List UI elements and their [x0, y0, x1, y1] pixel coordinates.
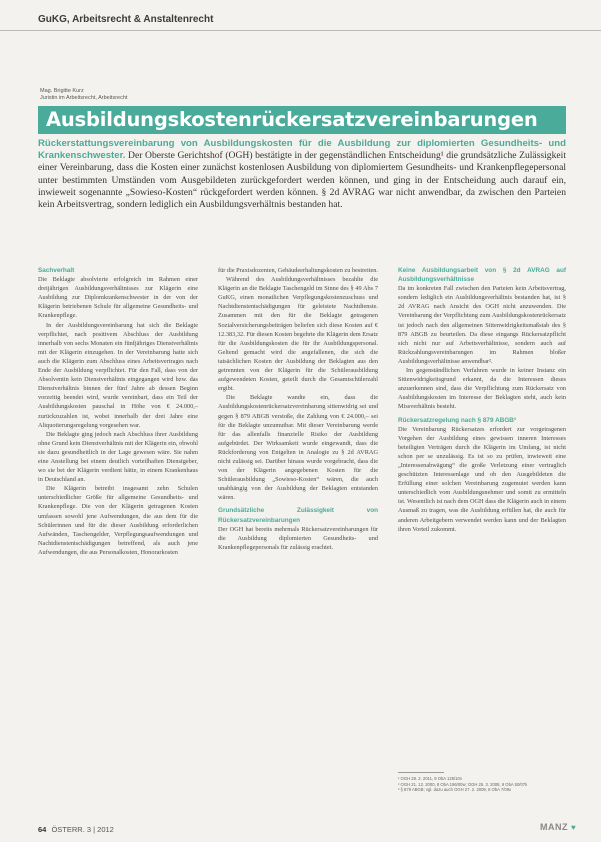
- body-paragraph: Die Beklagte ging jedoch nach Abschluss ihrer Ausbildung ohne Grund kein Dienstverhältnis mit der Klägerin ein, obwohl sie dazu gesundheitlich in der Lage gewesen wäre. Sie nahm eine Anstellung bei einem deutlich vorteilhaften Dienstgeber, wo sie bei der Klägerin verdient hätte, in einem Krankenhaus in Deutschland an.: [38, 430, 198, 484]
- body-paragraph: Da im konkreten Fall zwischen den Parteien kein Arbeitsvertrag, sondern lediglich ein Ausbildungsverhältnis bestanden hat, ist § 2d AVRAG nach Ansicht des OGH nicht anzuwenden. Die Vereinbarung der Verpflichtung zum Ausbildungskostenrückersatz ist jedoch nach den allgemeinen Sittenwidrigkeitsmaßstab des § 879 ABGB zu beurteilen. Da diese eingangs Rückersatzpflicht sich nicht nur auf Arbeitsverhältnisse, sondern auch auf Rückzahlungsvereinbarungen im Rahmen bloßer Ausbildungsverhältnisse anwendbar².: [398, 285, 566, 365]
- page-footer: [38, 825, 114, 834]
- heart-icon: ♥: [571, 823, 577, 832]
- section-heading: Sachverhalt: [38, 267, 75, 274]
- section-heading: Grundsätzliche Zulässigkeit von Rückersatzvereinbarungen: [218, 507, 378, 524]
- body-paragraph: Die Beklagte absolvierte erfolgreich im Rahmen einer dreijährigen Ausbildungsverhältnisses zur Klägerin eine Ausbildung zur Diplomkrankenschwester in der von der Klägerin betriebenen Schule für allgemeine Gesundheits- und Krankenpflege.: [38, 276, 198, 320]
- publisher-logo: [540, 822, 576, 832]
- body-paragraph: Der OGH hat bereits mehrmals Rückersatzvereinbarungen für die Ausbildung diplomierten Gesundheits- und Krankenpflegepersonals für zulässig erachtet.: [218, 525, 378, 551]
- text-column-2: [218, 266, 378, 552]
- section-header: GuKG, Arbeitsrecht & Anstaltenrecht: [38, 14, 214, 25]
- footnotes: [398, 776, 566, 793]
- issue-label: ÖSTERR. 3 | 2012: [51, 825, 114, 834]
- page-number: 64: [38, 825, 47, 834]
- header-divider: [0, 30, 601, 31]
- body-paragraph: Die Klägerin betreibt insgesamt zehn Schulen unterschiedlicher Größe für allgemeine Gesundheits- und Krankenpflege. Die von der Klägerin getragenen Kosten umfassen sowohl jene Aufwendungen, die aus dem für die Schülerinnen und für die dieser Ausbildung erforderlichen Aufwänden, Taschengelder, Verpflegungsaufwendungen und Nachtdienstentschädigungen betreffend, als auch jene Aufwendungen, die aus Personalkosten, Honorarkosten: [38, 485, 198, 556]
- section-heading: Keine Ausbildungsarbeit von § 2d AVRAG auf Ausbildungsverhältnisse: [398, 267, 566, 284]
- body-paragraph: In der Ausbildungsvereinbarung hat sich die Beklagte verpflichtet, nach positivem Abschluss der Ausbildung innerhalb von sechs Monaten ein fünfjähriges Dienstverhältnis mit der Klägerin einzugehen. In der Vereinbarung hatte sich auch die Klägerin zum Abschluss eines Arbeitsvertrages nach Ende der Ausbildung verpflichtet. Für den Fall, dass von der Absolventin kein Dienstverhältnis eingegangen wird bzw. das Dienstverhältnis binnen der fünf Jahre ab dessen Beginn vorzeitig beendet wird, wurde vereinbart, dass ein Teil der Ausbildungskosten pauschal in Höhe von € 24.000,– zurückzuzahlen ist, wobei innerhalb der drei Jahre eine Aliquotierungsregelung vorgesehen war.: [38, 321, 198, 429]
- body-paragraph: für die Praxisdozenten, Gebäudeerhaltungskosten zu bestreiten.: [218, 267, 378, 274]
- article-title: Ausbildungskostenrückersatzvereinbarungen: [46, 108, 538, 131]
- body-paragraph: Die Vereinbarung Rückersatzes erfordert zur vorgetragenen Vorgehen der Ausbildung eines gewissen inneren Interesses beteiligten Verträgen durch die Klägerin im Umfang, ist nicht schon per se unzulässig. Es ist so zu prüfen, inwieweit eine „Interessenabwägung“ die große Verletzung einer vertraglich geschützten Interessenlage und ob den Ausgebildeten die Erfüllung einer solchen Vereinbarung zugemutet werden kann unterschiedlich vom Ausbildungsnehmer und somit zu ermitteln ist. Wesentlich ist nach dem OGH dass die Klägerin auch in einem Ausmaß zu tragen, was die Ausbildung erfüllen hat, die auch für anderen Arbeitgebern verwendet werden kann und der Beklagten ihren Vorteil zukommt.: [398, 425, 566, 533]
- author-role: Juristin im Arbeitsrecht, Arbeitsrecht: [40, 95, 128, 101]
- logo-text: MANZ: [540, 822, 568, 832]
- lead-paragraph: [38, 138, 566, 211]
- author-name: Mag. Brigitte Kurz: [40, 88, 84, 94]
- text-column-1: [38, 266, 198, 557]
- body-paragraph: Während des Ausbildungsverhältnisses bezahlte die Klägerin an die Beklagte Taschengeld im Sinne des § 49 Abs 7 GuKG, einen monatlichen Verpflegungskostenzuschuss und Nachtdienstentschädigungen für geleistete Nachtdienste. Zusammen mit den für die Beklagte getragenen Sozialversicherungsbeiträgen beliefen sich diese Kosten auf € 12.383,32. Für diesen Kosten begehrte die Klägerin dem Ersatz für die Ausbildungskosten die für ihr Ausbildungspersonal. Geltend gemacht wird die angefallenen, die sich die tatsächlichen Kosten der Ausbildung der Beklagten aus den getrennten von der Klägerin für die Schülerausbildung aufgewendeten Kosten, geteilt durch die Gesamtschülerzahl ergibt.: [218, 276, 379, 393]
- text-column-3: [398, 266, 566, 534]
- author-block: [40, 88, 127, 102]
- footnote: ² OGH 21. 12. 2000, 8 ObA 196/00w; OGH 25. 3. 2008, 9 ObA 50/07k: [398, 781, 528, 787]
- footnote: ¹ OGH 28. 2. 2011, 9 ObA 125/10v: [398, 776, 462, 781]
- body-paragraph: Im gegenständlichen Verfahren wurde in keiner Instanz ein Sittenwidrigkeitsgrund erkannt, da die Interessen dieses anzuerkennen sind, dass die Verpflichtung zum Rückersatz von Ausbildungskosten im Interesse der Beklagten steht, auch kein Missverhältnis besteht.: [398, 367, 566, 411]
- title-banner: [38, 106, 566, 134]
- lead-body-text: Der Oberste Gerichtshof (OGH) bestätigte in der gegenständlichen Entscheidung¹ die grundsätzliche Zulässigkeit einer Vereinbarung, dass die Kosten einer zunächst kostenlosen Ausbildung von diplomiertem Gesundheits- und Krankenpflegepersonal unter bestimmten Umständen vom Ausgebildeten zurückgefordert werden können, und ging in der Entscheidung auch darauf ein, inwieweit sogenannte „Sowieso-Kosten“ rückgefordert werden können. § 2d AVRAG war nicht anwendbar, da zwischen den Parteien kein Arbeitsvertrag, sondern lediglich ein Ausbildungsverhältnis bestanden hat.: [38, 150, 566, 211]
- lead-bold-text: Rückerstattungsvereinbarung von Ausbildungskosten für die Ausbildung zur diplomierten Gesundheits- und Krankenschwester.: [38, 138, 566, 162]
- footnote-divider: [398, 772, 444, 773]
- footnote: ³ § 879 ABGB; vgl. dazu auch OGH 27. 2. 2009, 8 ObA 7/09x: [398, 787, 512, 793]
- section-heading: Rückersatzregelung nach § 879 ABGB³: [398, 416, 517, 424]
- body-paragraph: Die Beklagte wandte ein, dass die Ausbildungskostenrückersatzvereinbarung sittenwidrig sei und gegen § 879 ABGB verstoße, die Zahlung von € 24.000,– sei für die Beklagte unzumutbar. Mit dieser Vereinbarung werde für das allenfalls finanzielle Risiko der Ausbildung aufgebürdet. Der Wirksamkeit wurde eingewandt, dass die Rückforderung von Entgelten in Analogie zu § 2d AVRAG nicht zulässig sei. Darüber hinaus wurde vorgebracht, dass die von der Klägerin angegebenen Kosten für die Schülerausbildung „Sowieso-Kosten“ wären, die auch unabhängig von der Ausbildung der Beklagten entstanden wären.: [218, 394, 378, 502]
